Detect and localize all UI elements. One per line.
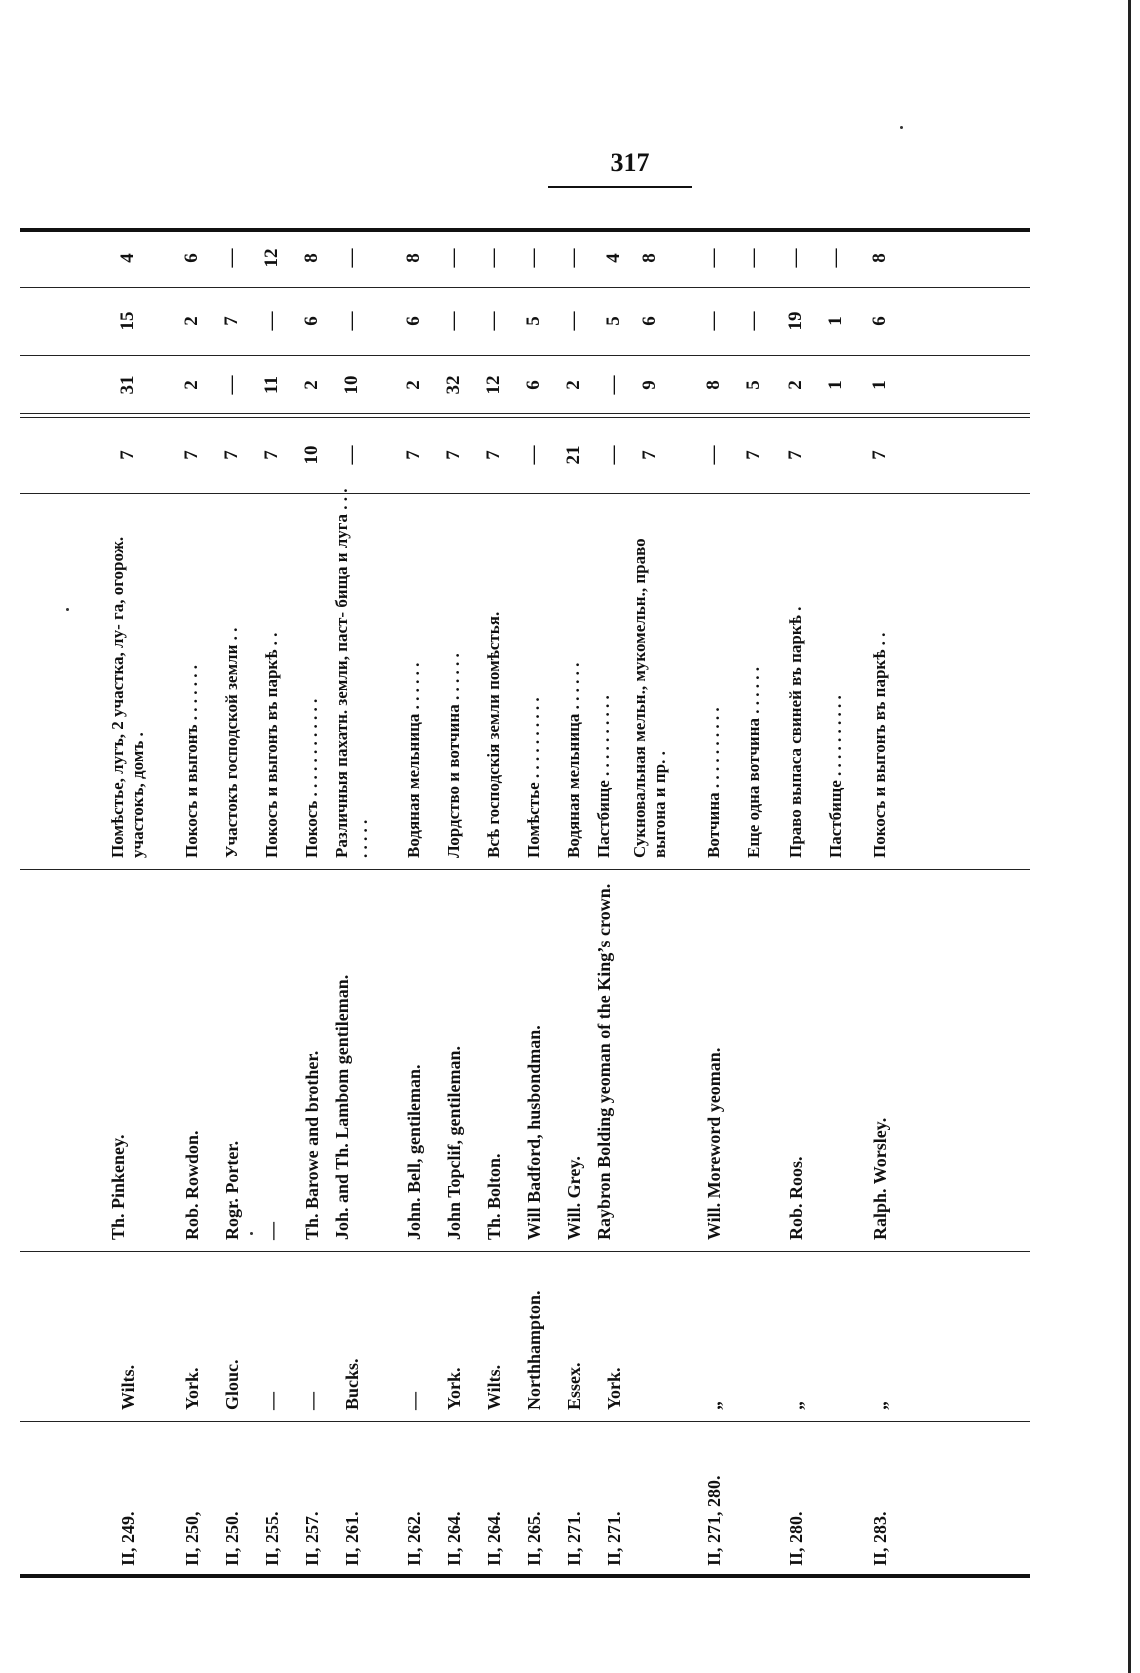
- cell-c2: 8: [703, 380, 724, 390]
- table-row: [734, 228, 774, 1578]
- cell-c2: 1: [825, 380, 846, 390]
- cell-holding: Водяная мельница . . . . . .: [404, 662, 423, 858]
- cell-tenant: Will Badford, husbondman.: [523, 1025, 544, 1240]
- cell-c2: 2: [301, 380, 322, 390]
- table-row: [332, 228, 372, 1578]
- cell-c4: 4: [603, 253, 624, 263]
- cell-c2: —: [603, 375, 624, 395]
- cell-ref: [630, 1418, 670, 1572]
- cell-tenant: Rogr. Porter.: [221, 1140, 242, 1240]
- cell-ref: II, 271, 280.: [703, 1475, 724, 1566]
- cell-c3: —: [743, 311, 764, 331]
- cell-c4: —: [743, 248, 764, 268]
- cell-c1: 7: [443, 450, 464, 460]
- cell-county: „: [869, 1401, 890, 1410]
- cell-c3: 5: [603, 316, 624, 326]
- cell-c4: 6: [181, 253, 202, 263]
- cell-c4: 8: [869, 253, 890, 263]
- cell-county: —: [301, 1392, 322, 1410]
- cell-holding: Вотчина . . . . . . . . . .: [704, 707, 723, 858]
- page-edge-rule: [1128, 0, 1131, 1673]
- cell-c2: 2: [563, 380, 584, 390]
- cell-c3: 2: [181, 316, 202, 326]
- cell-c1: —: [603, 445, 624, 465]
- cell-ref: II, 283.: [869, 1511, 890, 1566]
- cell-ref: II, 280.: [785, 1511, 806, 1566]
- cell-c4: —: [443, 248, 464, 268]
- cell-holding: Покосъ . . . . . . . . . . . .: [302, 698, 321, 858]
- cell-c2: 12: [483, 375, 504, 395]
- cell-tenant: —: [261, 1222, 282, 1240]
- cell-holding: Всѣ господскія земли помѣстья.: [484, 611, 503, 858]
- table-row: [514, 228, 554, 1578]
- cell-ref: [816, 1418, 856, 1572]
- cell-tenant: Will. Grey.: [563, 1156, 584, 1240]
- cell-c1: 7: [261, 450, 282, 460]
- cell-c2: 31: [117, 375, 138, 395]
- cell-county: Wilts.: [117, 1364, 138, 1410]
- cell-tenant: Will. Moreword yeoman.: [703, 1047, 724, 1240]
- cell-c3: —: [483, 311, 504, 331]
- cell-c1: —: [703, 445, 724, 465]
- cell-c1: 7: [785, 450, 806, 460]
- table-row: [292, 228, 332, 1578]
- cell-c3: 19: [785, 311, 806, 331]
- table-row: [694, 228, 734, 1578]
- cell-tenant: [734, 864, 774, 1248]
- cell-c3: 6: [403, 316, 424, 326]
- cell-tenant: Th. Barowe and brother.: [301, 1050, 322, 1240]
- cell-county: —: [261, 1392, 282, 1410]
- table-row: [212, 228, 252, 1578]
- cell-c2: 6: [523, 380, 544, 390]
- table-row: [474, 228, 514, 1578]
- page-number: 317: [610, 148, 650, 177]
- cell-c4: 8: [301, 253, 322, 263]
- cell-c1: 21: [563, 445, 584, 465]
- cell-holding: Покосъ и выгонъ въ паркѣ . .: [870, 632, 889, 858]
- cell-c2: 11: [261, 376, 282, 394]
- cell-ref: II, 265.: [523, 1511, 544, 1566]
- cell-ref: II, 257.: [301, 1511, 322, 1566]
- cell-county: „: [785, 1401, 806, 1410]
- cell-tenant: [816, 864, 856, 1248]
- cell-c4: 8: [403, 253, 424, 263]
- rotated-table-wrapper: [20, 228, 1030, 1578]
- cell-holding: Пастбище . . . . . . . . . .: [594, 695, 613, 858]
- cell-ref: [734, 1418, 774, 1572]
- cell-c1: 7: [743, 450, 764, 460]
- cell-ref: II, 262.: [403, 1511, 424, 1566]
- cell-holding: Покосъ и выгонъ . . . . . . .: [182, 664, 201, 858]
- cell-holding: Лордство и вотчина . . . . . .: [444, 653, 463, 858]
- cell-c1: —: [523, 445, 544, 465]
- cell-c3: —: [443, 311, 464, 331]
- cell-tenant: Ralph. Worsley.: [869, 1117, 890, 1240]
- cell-county: York.: [603, 1367, 624, 1410]
- cell-ref: II, 271.: [563, 1511, 584, 1566]
- cell-c3: —: [261, 311, 282, 331]
- cell-c4: —: [483, 248, 504, 268]
- cell-ref: II, 249.: [117, 1511, 138, 1566]
- cell-tenant: Joh. and Th. Lambom gentileman.: [332, 974, 352, 1240]
- cell-c4: —: [523, 248, 544, 268]
- cell-c3: 6: [869, 316, 890, 326]
- page-number-rule: [548, 186, 692, 188]
- table-row: [252, 228, 292, 1578]
- cell-tenant: Rob. Roos.: [785, 1156, 806, 1240]
- cell-holding: Пастбище . . . . . . . . . .: [826, 695, 845, 858]
- cell-c4: —: [341, 248, 362, 268]
- cell-c1: 7: [869, 450, 890, 460]
- cell-c3: 15: [117, 311, 138, 331]
- cell-c4: —: [703, 248, 724, 268]
- cell-county: [816, 1246, 856, 1418]
- table-row: [860, 228, 900, 1578]
- table-row: [394, 228, 434, 1578]
- table-row: [108, 228, 148, 1578]
- cell-c4: 8: [639, 253, 660, 263]
- cell-county: [630, 1246, 670, 1418]
- cell-c3: —: [341, 311, 362, 331]
- cell-holding: Участокъ господской земли . .: [222, 627, 241, 858]
- cell-c3: 6: [301, 316, 322, 326]
- cell-c3: 5: [523, 316, 544, 326]
- cell-tenant: John Topclif, gentileman.: [443, 1045, 464, 1240]
- cell-county: Wilts.: [483, 1364, 504, 1410]
- cell-ref: II, 250.: [221, 1511, 242, 1566]
- cell-holding: Покосъ и выгонъ въ паркѣ . .: [262, 632, 281, 858]
- cell-holding: Помѣстье, лугъ, 2 участка, лу- га, огорож. участокъ, домъ .: [108, 536, 147, 858]
- cell-c2: 2: [181, 380, 202, 390]
- cell-tenant: Rob. Rowdon.: [181, 1130, 202, 1240]
- cell-c4: 4: [117, 253, 138, 263]
- cell-c1: 7: [403, 450, 424, 460]
- cell-c2: 5: [743, 380, 764, 390]
- table-row: [816, 228, 856, 1578]
- cell-holding: Право выпаса свиней въ паркѣ .: [786, 606, 805, 858]
- cell-c1: 7: [181, 450, 202, 460]
- cell-county: —: [403, 1392, 424, 1410]
- cell-ref: II, 255.: [261, 1511, 282, 1566]
- cell-c1: 7: [117, 450, 138, 460]
- cell-ref: II, 261.: [341, 1511, 362, 1566]
- cell-county: Northhampton.: [523, 1290, 544, 1410]
- cell-tenant: Raybron Bolding yeoman of the King’s crown.: [594, 883, 614, 1240]
- cell-c1: 7: [483, 450, 504, 460]
- cell-c4: —: [221, 248, 242, 268]
- cell-county: York.: [443, 1367, 464, 1410]
- cell-holding: Сукновальная мельн., мукомельн., право выгона и пр. .: [630, 538, 669, 858]
- cell-c4: —: [825, 248, 846, 268]
- cell-c3: 6: [639, 316, 660, 326]
- cell-county: Essex.: [563, 1362, 584, 1410]
- cell-holding: Еще одна вотчина . . . . . .: [744, 666, 763, 858]
- cell-c1: [816, 420, 856, 490]
- cell-c2: 2: [403, 380, 424, 390]
- cell-c4: —: [563, 248, 584, 268]
- cell-c2: 9: [639, 380, 660, 390]
- cell-c2: —: [221, 375, 242, 395]
- cell-c1: 10: [301, 445, 322, 465]
- cell-c1: —: [341, 445, 362, 465]
- cell-c2: 32: [443, 375, 464, 395]
- table-row: [630, 228, 670, 1578]
- cell-holding: Водяная мельница . . . . . .: [564, 662, 583, 858]
- cell-c2: 10: [341, 375, 362, 395]
- table-row: [434, 228, 474, 1578]
- cell-c2: 1: [869, 380, 890, 390]
- cell-county: „: [703, 1401, 724, 1410]
- cell-ref: II, 271.: [603, 1511, 624, 1566]
- cell-c3: —: [703, 311, 724, 331]
- table-row: [776, 228, 816, 1578]
- cell-ref: II, 264.: [483, 1511, 504, 1566]
- cell-county: Glouc.: [221, 1359, 242, 1410]
- cell-ref: II, 250,: [181, 1511, 202, 1566]
- cell-county: [734, 1246, 774, 1418]
- cell-c3: 1: [825, 316, 846, 326]
- cell-holding: Различныя пахатн. земли, паст- бища и луга . . . . . . . .: [332, 488, 371, 858]
- cell-county: York.: [181, 1367, 202, 1410]
- cell-tenant: John. Bell, gentileman.: [403, 1064, 424, 1240]
- cell-ref: II, 264.: [443, 1511, 464, 1566]
- cell-tenant: Th. Bolton.: [483, 1153, 504, 1240]
- cell-tenant: Th. Pinkeney.: [108, 1134, 128, 1240]
- cell-c4: —: [785, 248, 806, 268]
- cell-c4: 12: [261, 248, 282, 268]
- data-table: [20, 228, 1030, 1578]
- cell-c2: 2: [785, 380, 806, 390]
- table-row: [594, 228, 634, 1578]
- cell-c3: 7: [221, 316, 242, 326]
- cell-tenant: [630, 864, 690, 1248]
- scan-speck: [900, 126, 903, 129]
- cell-county: Bucks.: [341, 1358, 362, 1410]
- cell-c3: —: [563, 311, 584, 331]
- table-row: [554, 228, 594, 1578]
- cell-c1: 7: [639, 450, 660, 460]
- cell-c1: 7: [221, 450, 242, 460]
- cell-holding: Помѣстье . . . . . . . . . .: [524, 697, 543, 858]
- table-row: [172, 228, 212, 1578]
